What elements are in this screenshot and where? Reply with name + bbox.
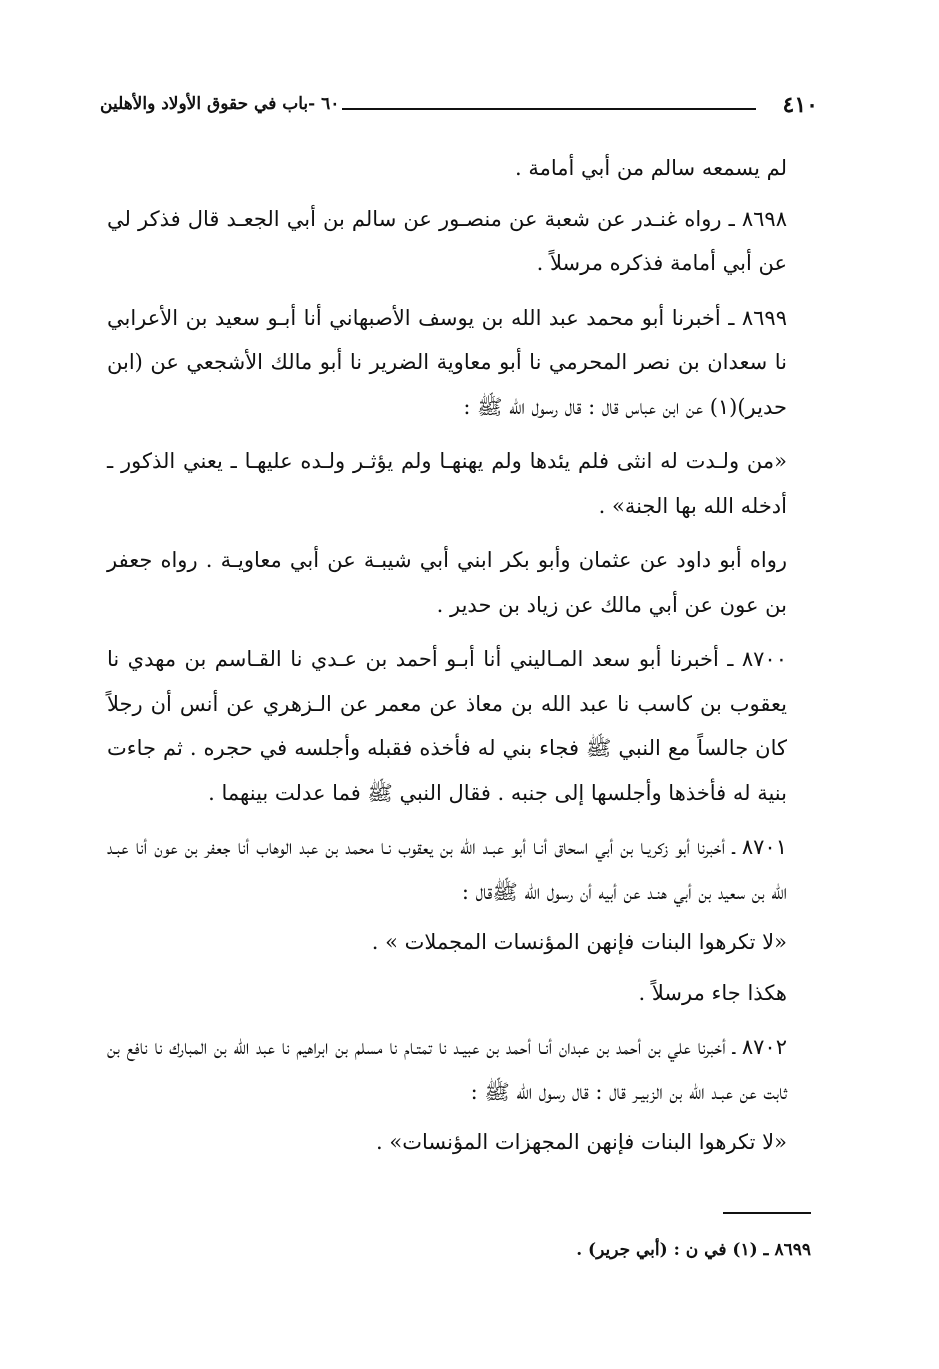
hadith-8701-text: «لا تكرهوا البنات فإنهن المؤنسات المجملات » .	[371, 930, 787, 954]
hadith-8699-text: «من ولـدت له انثى فلم يئدها ولم يهنهـا ولم يؤثـر ولـده عليهـا ـ يعني الذكور ـ أدخله الله بها الجنة» .	[107, 449, 787, 518]
hadith-8702: ٨٧٠٢ ـ أخبرنا علي بن أحمد بن عبدان أنـا أحمد بن عبيـد نا تمتـام نا مسلم بن ابراهيم نا عبد الله بن المبارك نا نافع بن ثابت عن عبـد الله بن الزبيـر قال : قال رسول الله ﷺ :	[107, 1035, 787, 1104]
page-number: ٤١٠	[782, 92, 818, 118]
hadith-8699: ٨٦٩٩ ـ أخبرنا أبو محمد عبد الله بن يوسف الأصبهاني أنا أبـو سعيد بن الأعرابي نا سعدان بن نصر المحرمي نا أبو معاوية الضرير نا أبو مالك الأشجعي عن (ابن حدير)(١) عن ابن عباس قال : قال رسول الله ﷺ :	[107, 305, 787, 419]
header-rule	[342, 108, 756, 110]
hadith-8701-note: هكذا جاء مرسلاً .	[638, 980, 787, 1005]
paragraph-continuation: لم يسمعه سالم من أبي أمامة .	[515, 156, 787, 180]
hadith-8702-text: «لا تكرهوا البنات فإنهن المجهزات المؤنسات» .	[376, 1130, 787, 1154]
hadith-8698: ٨٦٩٨ ـ رواه غنـدر عن شعبة عن منصـور عن سالم بن أبي الجعـد قال فذكر لي عن أبي أمامة فذكره مرسلاً .	[107, 206, 787, 275]
running-header	[100, 92, 818, 124]
hadith-8700: ٨٧٠٠ ـ أخبرنا أبو سعد المـاليني أنا أبـو أحمد بن عـدي نا القـاسم بن مهدي نا يعقوب بن كاسب نا عبد الله بن معاذ عن معمر عن الـزهري عن أنس أن رجلاً كان جالساً مع النبي ﷺ فجاء بني له فأخذه فقبله وأجلسه في حجره . ثم جاءت بنية له فأخذها وأجلسها إلى جنبه . فقال النبي ﷺ فما عدلت بينهما .	[107, 647, 787, 805]
hadith-8699-note: رواه أبو داود عن عثمان وأبو بكر ابني أبي شيبـة عن أبي معاويـة . رواه جعفر بن عون عن أبي مالك عن زياد بن حدير .	[107, 548, 787, 617]
chapter-title: ٦٠ -باب في حقوق الأولاد والأهلين	[100, 94, 340, 114]
footnote: ٨٦٩٩ ـ (١) في ن : (أبي جرير) .	[576, 1240, 811, 1260]
footnote-rule	[723, 1212, 811, 1214]
body-text	[107, 146, 811, 1175]
hadith-8701: ٨٧٠١ ـ أخبرنا أبو زكريـا بن أبي اسحاق أنـا أبو عبـد الله بن يعقوب نـا محمد بن عبد الوهاب أنا جعفر بن عون أنا عبـد الله بن سعيد بن أبي هنـد عن أبيه أن رسول الله ﷺقال :	[107, 835, 787, 904]
